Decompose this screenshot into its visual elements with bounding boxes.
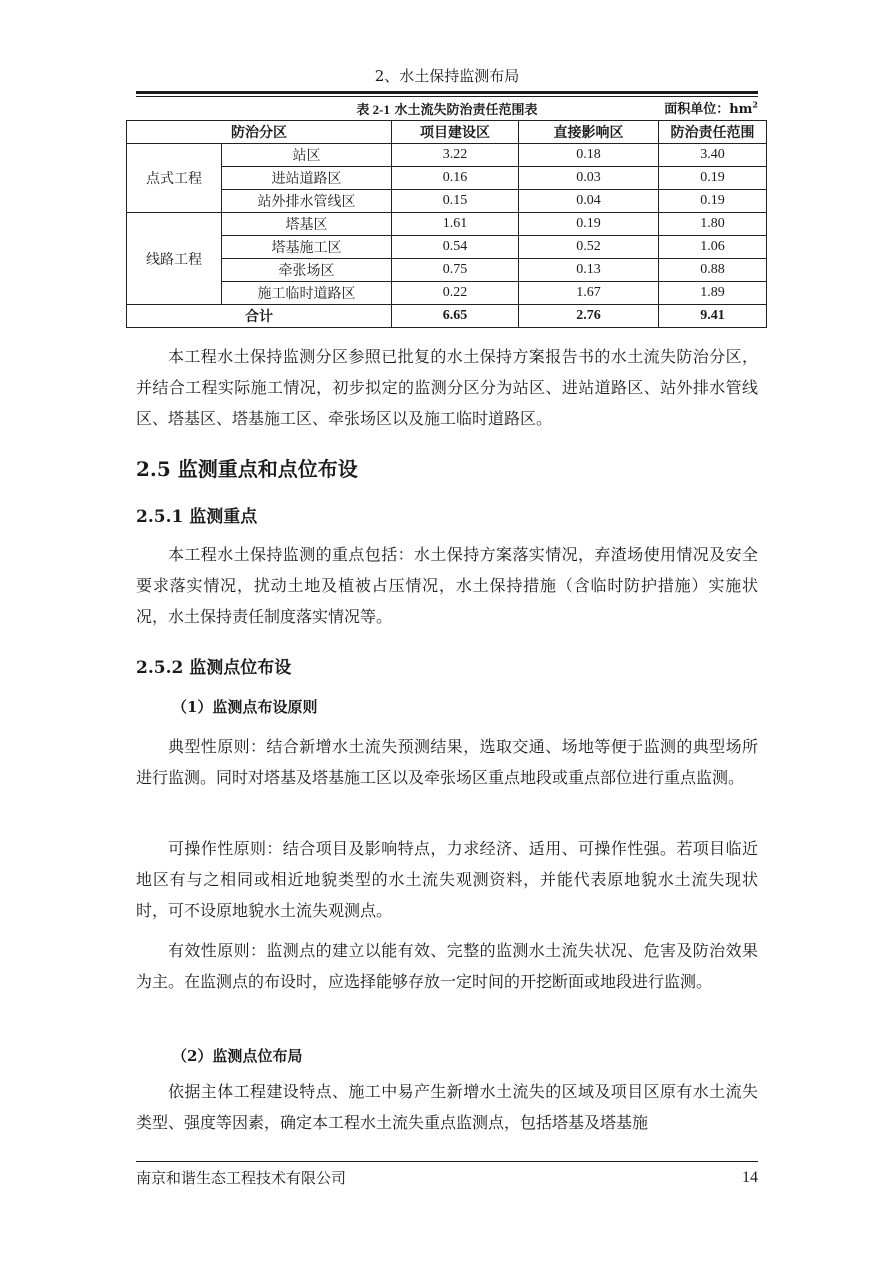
page-number: 14 (742, 1169, 758, 1186)
table-row (127, 236, 767, 259)
responsibility-table (126, 120, 767, 328)
total-area-cell: 0.88 (659, 259, 767, 282)
header-rule-thin (136, 96, 758, 97)
paragraph: 本工程水土保持监测分区参照已批复的水土保持方案报告书的水土流失防治分区，并结合工程实际施工情况，初步拟定的监测分区分为站区、进站道路区、站外排水管线区、塔基区、塔基施工区、牵张场区以及施工临时道路区。 (136, 347, 758, 428)
table-row (127, 213, 767, 236)
subsection-heading: 2.5.2 监测点位布设 (136, 658, 292, 678)
total-direct-cell: 2.76 (519, 305, 659, 328)
table-row (127, 190, 767, 213)
area-cell: 塔基施工区 (222, 236, 392, 259)
header-rule (136, 91, 758, 94)
total-area-cell: 0.19 (659, 190, 767, 213)
footer-rule (136, 1161, 758, 1162)
direct-area-cell: 0.52 (519, 236, 659, 259)
area-cell: 施工临时道路区 (222, 282, 392, 305)
direct-area-cell: 0.04 (519, 190, 659, 213)
table-unit (664, 101, 758, 119)
total-area-cell: 1.80 (659, 213, 767, 236)
total-area-cell: 0.19 (659, 167, 767, 190)
project-area-cell: 0.15 (392, 190, 519, 213)
unit-text: 面积单位：hm (664, 102, 753, 117)
table-header-row (127, 121, 767, 144)
column-header: 防治分区 (127, 121, 392, 144)
direct-area-cell: 0.18 (519, 144, 659, 167)
table-row (127, 167, 767, 190)
column-header: 直接影响区 (519, 121, 659, 144)
table-number: 表 2-1 (356, 102, 391, 117)
running-header: 2、水土保持监测布局 (374, 67, 520, 85)
project-area-cell: 0.16 (392, 167, 519, 190)
area-cell: 塔基区 (222, 213, 392, 236)
item-heading: （2）监测点位布局 (172, 1047, 303, 1065)
paragraph: 可操作性原则：结合项目及影响特点，力求经济、适用、可操作性强。若项目临近地区有与之相同或相近地貌类型的水土流失观测资料，并能代表原地貌水土流失现状时，可不设原地貌水土流失观测点。 (136, 839, 758, 920)
item-heading: （1）监测点布设原则 (172, 698, 318, 716)
area-cell: 站外排水管线区 (222, 190, 392, 213)
column-header: 项目建设区 (392, 121, 519, 144)
direct-area-cell: 0.03 (519, 167, 659, 190)
area-cell: 牵张场区 (222, 259, 392, 282)
subsection-heading: 2.5.1 监测重点 (136, 507, 258, 527)
project-area-cell: 0.22 (392, 282, 519, 305)
area-cell: 站区 (222, 144, 392, 167)
total-area-cell: 3.40 (659, 144, 767, 167)
area-cell: 进站道路区 (222, 167, 392, 190)
direct-area-cell: 1.67 (519, 282, 659, 305)
column-header: 防治责任范围 (659, 121, 767, 144)
direct-area-cell: 0.13 (519, 259, 659, 282)
total-total-cell: 9.41 (659, 305, 767, 328)
table-row (127, 259, 767, 282)
paragraph: 本工程水土保持监测的重点包括：水土保持方案落实情况，弃渣场使用情况及安全要求落实情况，扰动土地及植被占压情况，水土保持措施（含临时防护措施）实施状况，水土保持责任制度落实情况等。 (136, 545, 758, 626)
paragraph: 有效性原则：监测点的建立以能有效、完整的监测水土流失状况、危害及防治效果为主。在监测点的布设时，应选择能够存放一定时间的开挖断面或地段进行监测。 (136, 941, 758, 991)
footer-company: 南京和谐生态工程技术有限公司 (136, 1169, 347, 1187)
table-row (127, 282, 767, 305)
paragraph: 典型性原则：结合新增水土流失预测结果，选取交通、场地等便于监测的典型场所进行监测。同时对塔基及塔基施工区以及牵张场区重点地段或重点部位进行重点监测。 (136, 737, 758, 787)
group-label: 线路工程 (127, 213, 222, 305)
table-total-row (127, 305, 767, 328)
table-title: 水土流失防治责任范围表 (394, 103, 538, 118)
total-label: 合计 (127, 305, 392, 328)
paragraph: 依据主体工程建设特点、施工中易产生新增水土流失的区域及项目区原有水土流失类型、强度等因素，确定本工程水土流失重点监测点，包括塔基及塔基施 (136, 1082, 758, 1132)
project-area-cell: 0.75 (392, 259, 519, 282)
group-label: 点式工程 (127, 144, 222, 213)
total-area-cell: 1.06 (659, 236, 767, 259)
project-area-cell: 1.61 (392, 213, 519, 236)
table-row (127, 144, 767, 167)
direct-area-cell: 0.19 (519, 213, 659, 236)
project-area-cell: 3.22 (392, 144, 519, 167)
project-area-cell: 0.54 (392, 236, 519, 259)
total-project-cell: 6.65 (392, 305, 519, 328)
unit-superscript: 2 (752, 99, 758, 110)
total-area-cell: 1.89 (659, 282, 767, 305)
table-caption-row (136, 101, 758, 119)
section-heading: 2.5 监测重点和点位布设 (136, 457, 358, 481)
